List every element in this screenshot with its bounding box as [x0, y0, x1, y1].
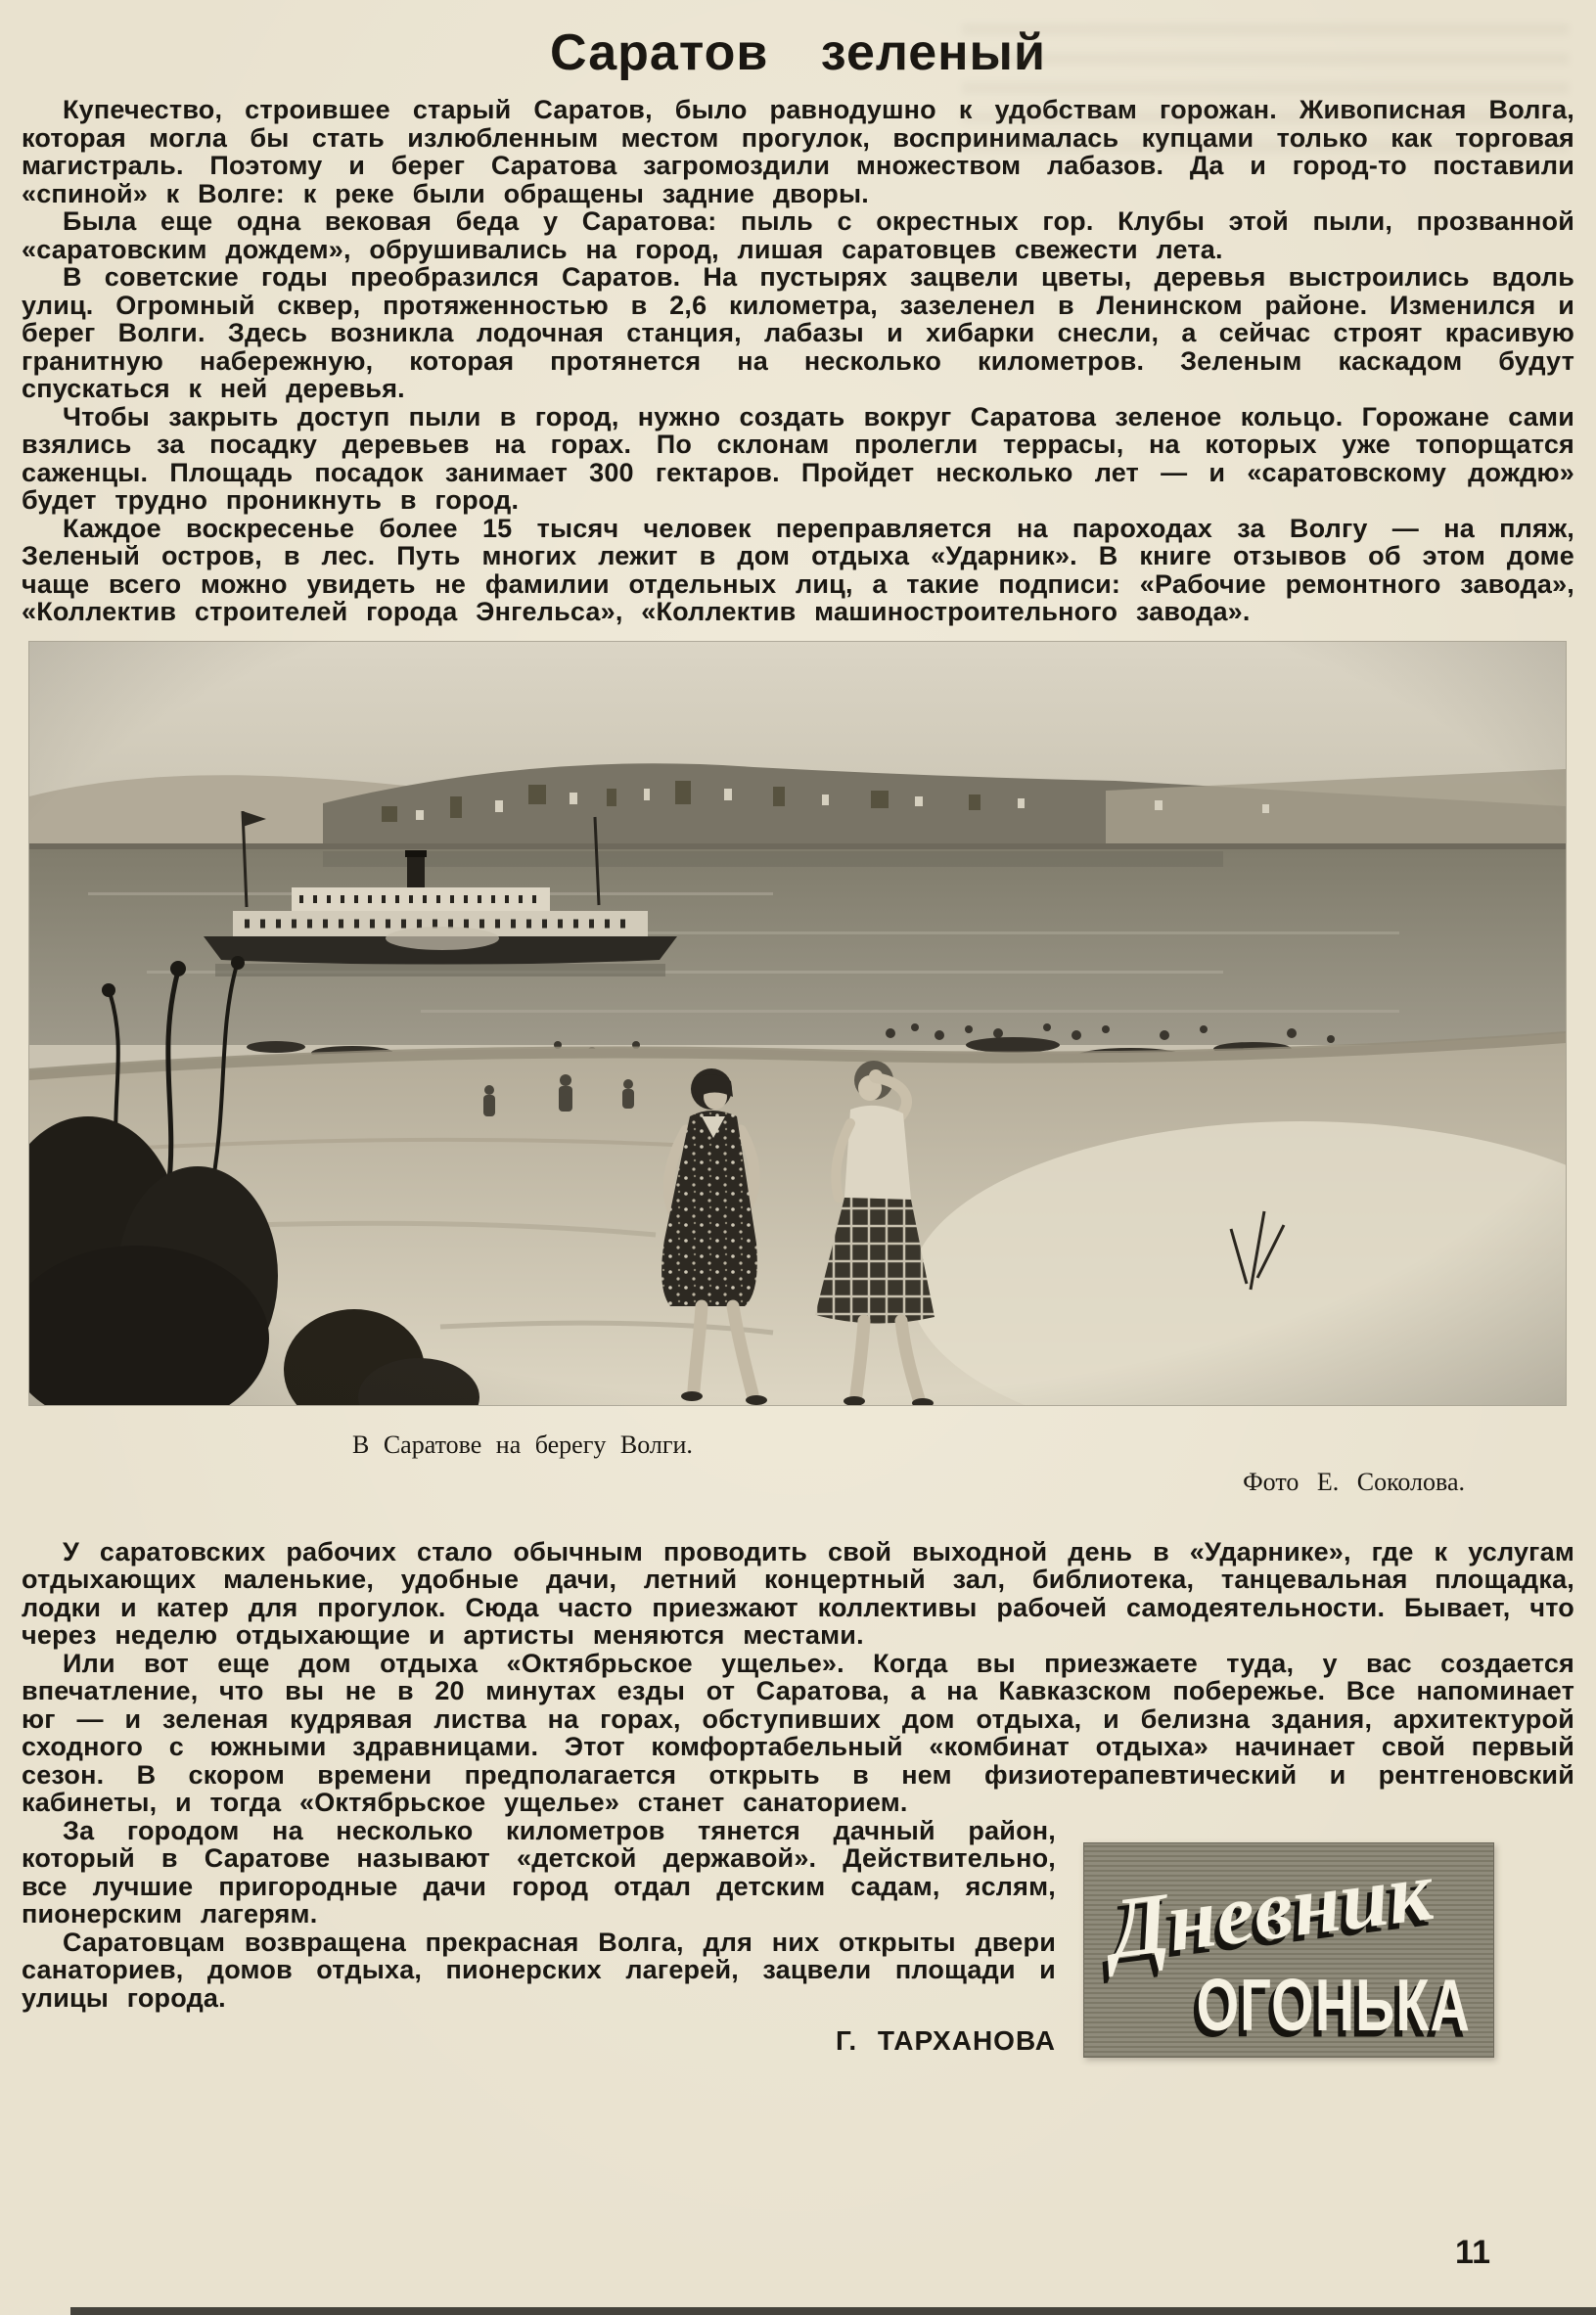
article-top-block — [22, 96, 1574, 626]
logo-script-text: Дневник — [1104, 1842, 1437, 1977]
riverbank-photo-illustration — [29, 642, 1566, 1405]
photo-credit: Фото Е. Соколова. — [1243, 1467, 1465, 1496]
paragraph: Каждое воскресенье более 15 тысяч человек переправляется на пароходах за Волгу — на пляж, Зеленый остров, в лес. Путь многих лежит в дом отдыха «Ударник». В книге отзывов об этом доме чаще всего можно увидеть не фамилии отдельных лиц, а такие подписи: «Рабочие ремонтного завода», «Коллектив строителей города Энгельса», «Коллектив машиностроительного завода». — [22, 513, 1574, 626]
logo-block-text: ОГОНЬКА — [1196, 1962, 1471, 2046]
paragraph: В советские годы преобразился Саратов. На пустырях зацвели цветы, деревья выстроились вдоль улиц. Огромный сквер, протяженностью в 2,6 километра, зазеленел в Ленинском районе. Изменился и берег Волги. Здесь возникла лодочная станция, лабазы и хибарки снесли, а сейчас строят красивую гранитную набережную, которая протянется на несколько километров. Зеленым каскадом будут спускаться к ней деревья. — [22, 262, 1574, 403]
paragraph: Саратовцам возвращена прекрасная Волга, для них открыты двери санаториев, домов отдыха, пионерских лагерей, зацвели площади и улицы города. — [22, 1927, 1056, 2013]
paragraph: За городом на несколько километров тянется дачный район, который в Саратове называют «детской державой». Действительно, все лучшие пригородные дачи город отдал детским садам, яслям, пионерским лагерям. — [22, 1815, 1056, 1929]
paragraph: Или вот еще дом отдыха «Октябрьское ущелье». Когда вы приезжаете туда, у вас создается впечатление, что вы не в 20 минутах езды от Саратова, а на Кавказском побережье. Все напоминает юг — и зеленая кудрявая листва на горах, обступивших дом отдыха, и белизна здания, архитектурой сходного с южными здравницами. Этот комфортабельный «комбинат отдыха» начинает свой первый сезон. В скором времени предполагается открыть в нем физиотерапевтический и рентгеновский кабинеты, и тогда «Октябрьское ущелье» станет санаторием. — [22, 1648, 1574, 1817]
photo-vignette — [29, 642, 1566, 1405]
ogonyok-diary-logo-plate — [1083, 1842, 1494, 2058]
paragraph: Чтобы закрыть доступ пыли в город, нужно создать вокруг Саратова зеленое кольцо. Горожане сами взялись за посадку деревьев на горах. По склонам пролегли террасы, на которых уже топорщатся саженцы. Площадь посадок занимает 300 гектаров. Пройдет несколько лет — и «саратовскому дождю» будет трудно проникнуть в город. — [22, 401, 1574, 515]
article-title: Саратов зеленый — [550, 24, 1046, 81]
paragraph: Купечество, строившее старый Саратов, было равнодушно к удобствам горожан. Живописная Волга, которая могла бы стать излюбленным местом прогулок, воспринималась купцами только как торговая магистраль. Поэтому и берег Саратова загромоздили множеством лабазов. Да и город-то поставили «спиной» к Волге: к реке были обращены задние дворы. — [22, 95, 1574, 208]
page-number: 11 — [1455, 2234, 1490, 2271]
paragraph: Была еще одна вековая беда у Саратова: пыль с окрестных гор. Клубы этой пыли, прозванной «саратовским дождем», обрушивались на город, лишая саратовцев свежести лета. — [22, 206, 1574, 264]
article-lower-block — [22, 1538, 1574, 2056]
paragraph: У саратовских рабочих стало обычным проводить свой выходной день в «Ударнике», где к услугам отдыхающих маленькие, удобные дачи, летний концертный зал, библиотека, танцевальная площадка, лодки и катер для прогулок. Сюда часто приезжают коллективы рабочей самодеятельности. Бывает, что через неделю отдыхающие и артисты меняются местами. — [22, 1536, 1574, 1650]
author-signature: Г. ТАРХАНОВА — [835, 2025, 1056, 2056]
riverbank-photo — [29, 642, 1566, 1405]
photo-caption: В Саратове на берегу Волги. — [352, 1430, 693, 1459]
scan-edge-artifact — [70, 2307, 1596, 2315]
